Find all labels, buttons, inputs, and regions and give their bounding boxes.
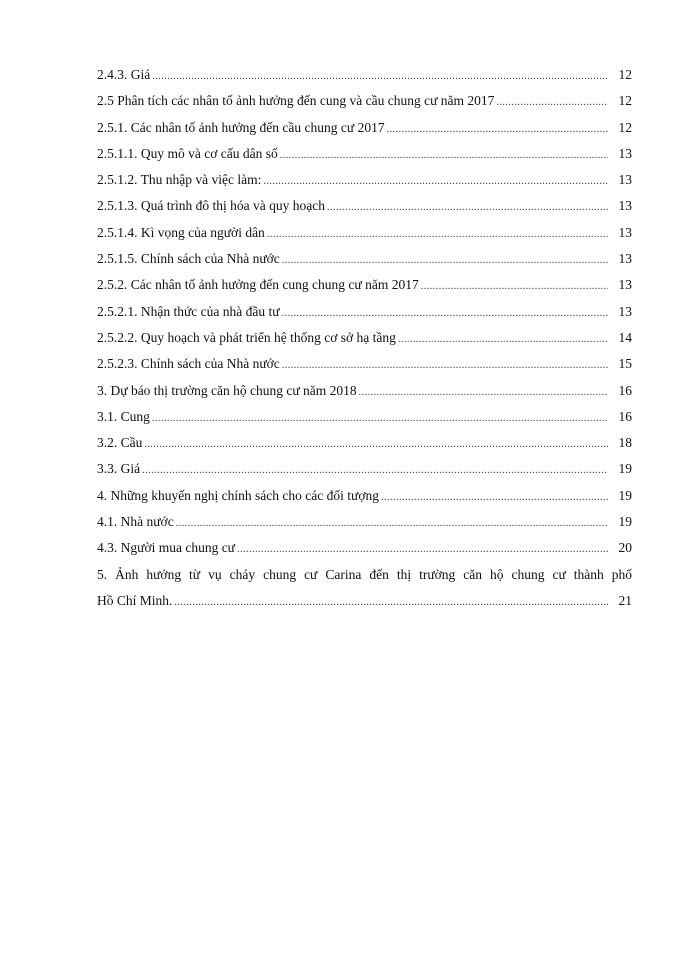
toc-entry-page: 20: [618, 540, 632, 556]
toc-dot-leader: [327, 195, 608, 221]
toc-entry-title: 4. Những khuyến nghị chính sách cho các đối tượng: [97, 487, 379, 503]
toc-entry-title: 3.1. Cung: [97, 408, 150, 424]
toc-dot-leader: [282, 353, 608, 379]
toc-entry-page: 13: [618, 145, 632, 161]
toc-entry-title: 2.5.2.1. Nhận thức của nhà đầu tư: [97, 303, 280, 319]
table-of-contents: [97, 62, 632, 614]
toc-entry-page: 18: [618, 435, 632, 451]
toc-entry: [97, 483, 632, 509]
toc-entry-page: 19: [618, 487, 632, 503]
toc-entry-title: 2.5.1. Các nhân tố ảnh hưởng đến cầu chung cư 2017: [97, 119, 385, 135]
toc-entry: [97, 220, 632, 246]
toc-dot-leader: [381, 485, 608, 511]
toc-dot-leader: [267, 222, 608, 248]
toc-entry: [97, 115, 632, 141]
toc-entry-title-line1: 5. Ảnh hưởng từ vụ cháy chung cư Carina đến thị trường căn hộ chung cư thành phố: [97, 566, 632, 582]
toc-dot-leader: [142, 458, 608, 484]
toc-dot-leader: [282, 301, 608, 327]
toc-dot-leader: [176, 511, 608, 537]
toc-entry-multiline: [97, 562, 632, 615]
toc-entry: [97, 62, 632, 88]
toc-dot-leader: [152, 64, 608, 90]
toc-entry-title: 2.5.1.4. Kì vọng của người dân: [97, 224, 265, 240]
toc-dot-leader: [421, 274, 608, 300]
toc-entry: [97, 535, 632, 561]
toc-entry-page: 19: [618, 514, 632, 530]
toc-entry: [97, 141, 632, 167]
toc-entry-title: 3.2. Cầu: [97, 435, 143, 451]
toc-entry: [97, 193, 632, 219]
toc-entry: [97, 246, 632, 272]
toc-dot-leader: [398, 327, 608, 353]
toc-entry-page: 16: [618, 382, 632, 398]
toc-entry-title-line2: Hồ Chí Minh.: [97, 592, 173, 608]
toc-entry-title: 4.3. Người mua chung cư: [97, 540, 235, 556]
toc-entry: [97, 456, 632, 482]
toc-dot-leader: [359, 380, 608, 406]
toc-entry-title: 2.5.2.3. Chính sách của Nhà nước: [97, 356, 280, 372]
toc-entry-page: 13: [618, 224, 632, 240]
toc-entry-title: 3.3. Giá: [97, 461, 141, 477]
toc-entry-page: 13: [618, 251, 632, 267]
toc-entry: [97, 299, 632, 325]
toc-dot-leader: [174, 590, 608, 616]
toc-entry: [97, 88, 632, 114]
toc-entry: [97, 167, 632, 193]
toc-entry-page: 19: [618, 461, 632, 477]
toc-entry: [97, 351, 632, 377]
toc-entry-title: 2.5.2.2. Quy hoạch và phát triển hệ thống cơ sở hạ tầng: [97, 329, 396, 345]
toc-entry: [97, 325, 632, 351]
toc-dot-leader: [263, 169, 608, 195]
toc-entry-page: 12: [618, 93, 632, 109]
toc-dot-leader: [387, 117, 608, 143]
toc-entry: [97, 272, 632, 298]
toc-entry-title: 2.5.1.3. Quá trình đô thị hóa và quy hoạch: [97, 198, 325, 214]
toc-dot-leader: [152, 406, 608, 432]
toc-entry: [97, 430, 632, 456]
toc-entry-title: 2.5 Phân tích các nhân tố ảnh hưởng đến cung và cầu chung cư năm 2017: [97, 93, 495, 109]
toc-entry-page: 13: [618, 277, 632, 293]
toc-entry: [97, 404, 632, 430]
toc-dot-leader: [280, 143, 608, 169]
toc-entry-page: 12: [618, 119, 632, 135]
toc-entry-page: 16: [618, 408, 632, 424]
toc-dot-leader: [144, 432, 608, 458]
toc-entry-title: 2.5.1.2. Thu nhập và việc làm:: [97, 172, 262, 188]
toc-entry-page: 12: [618, 67, 632, 82]
toc-entry-page: 21: [618, 592, 632, 608]
toc-dot-leader: [496, 90, 608, 116]
toc-entry-title: 3. Dự báo thị trường căn hộ chung cư năm 2018: [97, 382, 357, 398]
toc-entry-title: 4.1. Nhà nước: [97, 514, 174, 530]
toc-dot-leader: [282, 248, 608, 274]
toc-dot-leader: [237, 537, 608, 563]
toc-entry: [97, 509, 632, 535]
toc-entry-line2: [97, 588, 632, 614]
toc-entry-page: 15: [618, 356, 632, 372]
toc-entry-title: 2.4.3. Giá: [97, 67, 151, 82]
toc-entry-title: 2.5.2. Các nhân tố ảnh hưởng đến cung chung cư năm 2017: [97, 277, 419, 293]
toc-entry-page: 13: [618, 172, 632, 188]
toc-entry-title: 2.5.1.5. Chính sách của Nhà nước: [97, 251, 280, 267]
toc-entry-page: 13: [618, 303, 632, 319]
toc-entry-page: 14: [618, 329, 632, 345]
toc-entry-page: 13: [618, 198, 632, 214]
toc-entry-title: 2.5.1.1. Quy mô và cơ cấu dân số: [97, 145, 278, 161]
toc-entry: [97, 378, 632, 404]
